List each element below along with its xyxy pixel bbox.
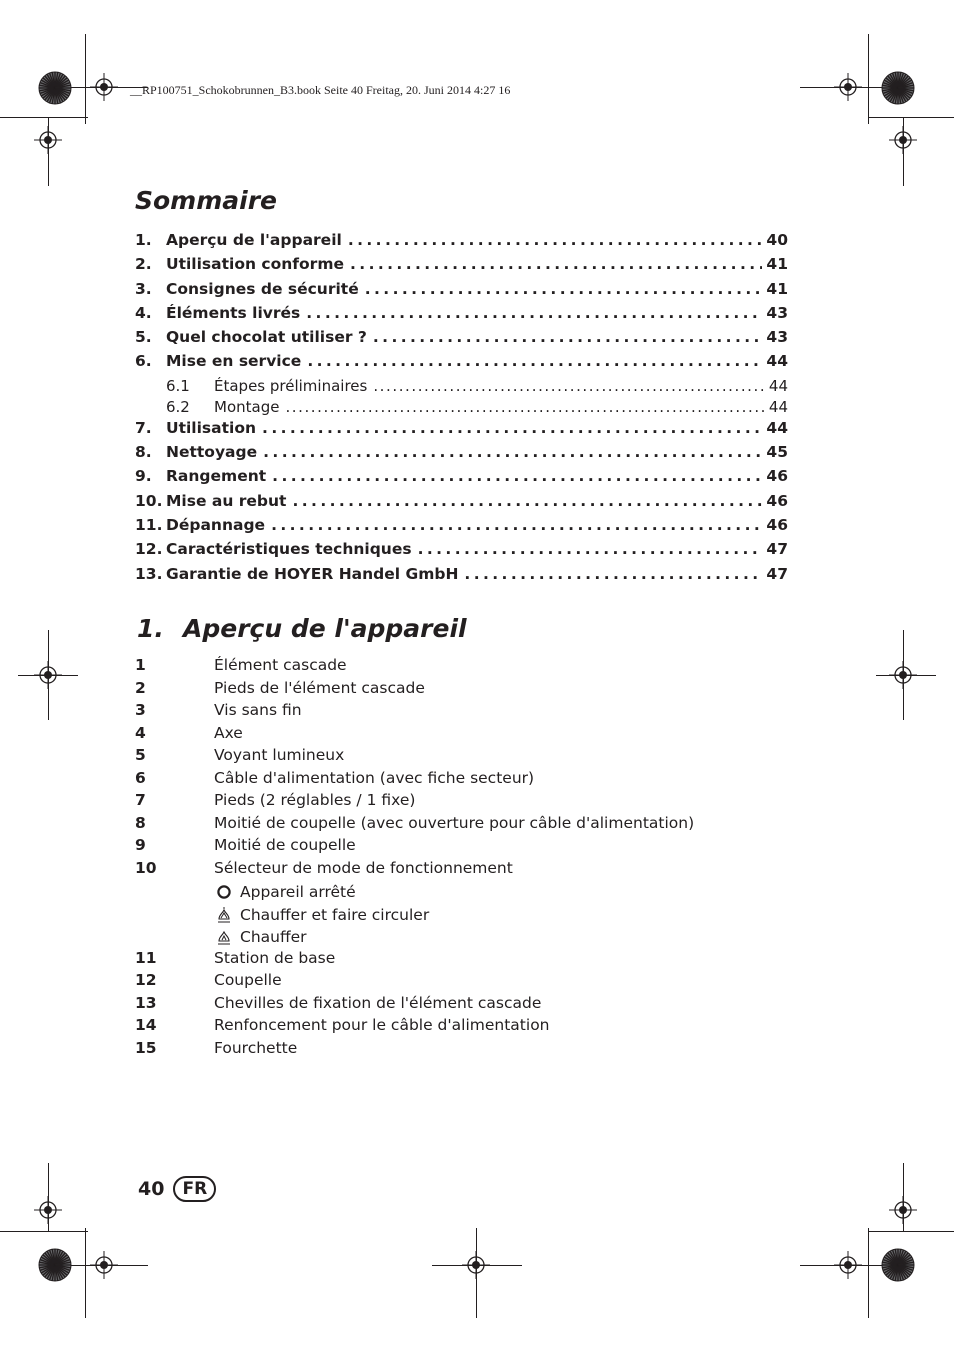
toc-entry [135, 565, 788, 589]
toc-leader-dots [285, 398, 764, 416]
toc-entry [135, 352, 788, 376]
toc-entry-label: Rangement [166, 467, 267, 486]
heat-icon [214, 928, 234, 946]
mode-label: Appareil arrêté [240, 883, 356, 902]
part-description: Axe [214, 723, 243, 742]
toc-entry [135, 540, 788, 564]
part-item [135, 971, 835, 994]
part-number: 13 [135, 993, 157, 1012]
part-description: Pieds (2 réglables / 1 fixe) [214, 791, 416, 809]
toc-leader-dots [262, 419, 762, 437]
registration-crosshair-icon [34, 1196, 62, 1228]
part-number: 2 [135, 678, 146, 697]
toc-leader-dots [263, 443, 762, 461]
toc-entry-number: 6.1 [166, 376, 190, 395]
color-registration-icon [38, 71, 72, 109]
registration-crosshair-icon [462, 1251, 490, 1283]
toc-entry-label: Éléments livrés [166, 303, 301, 322]
part-item [135, 679, 835, 702]
toc-leader-dots [307, 352, 762, 370]
mode-item [135, 904, 835, 927]
part-item [135, 656, 835, 679]
toc-entry-label: Dépannage [166, 515, 266, 534]
page-number: 40 [138, 1178, 165, 1200]
registration-crosshair-icon [34, 126, 62, 158]
toc-entry [135, 419, 788, 443]
part-number: 9 [135, 836, 146, 854]
toc-entry-page: 45 [766, 443, 788, 462]
part-description: Pieds de l'élément cascade [214, 678, 425, 697]
toc-entry-number: 1. [135, 231, 152, 249]
toc-entry-number: 8. [135, 443, 152, 462]
toc-entry [135, 255, 788, 279]
toc-entry-label: Consignes de sécurité [166, 279, 359, 298]
toc-leader-dots [464, 565, 762, 583]
toc-entry [135, 328, 788, 352]
toc-entry-number: 4. [135, 303, 152, 322]
part-item [135, 1016, 835, 1039]
toc-entry-number: 6.2 [166, 397, 190, 416]
registration-crosshair-icon [90, 73, 118, 105]
part-number: 10 [135, 858, 157, 877]
toc-entry-label: Montage [214, 397, 280, 416]
toc-entry-number: 5. [135, 328, 152, 347]
color-registration-icon [881, 1248, 915, 1286]
toc-entry-page: 46 [766, 515, 788, 534]
part-description: Élément cascade [214, 656, 347, 674]
toc-entry-page: 44 [766, 352, 788, 371]
part-description: Voyant lumineux [214, 746, 345, 764]
toc-leader-dots [365, 280, 763, 298]
crop-mark [868, 117, 954, 118]
toc-entry-label: Étapes préliminaires [214, 376, 368, 395]
part-number: 8 [135, 813, 146, 832]
toc-leader-dots [348, 231, 763, 249]
toc-entry [135, 304, 788, 328]
mode-item [135, 881, 835, 904]
off-circle-icon [214, 883, 234, 901]
toc-entry-label: Utilisation conforme [166, 255, 344, 274]
part-description: Coupelle [214, 971, 282, 989]
part-description: Renfoncement pour le câble d'alimentation [214, 1016, 550, 1034]
heat-circulate-icon [214, 906, 234, 924]
section-title [137, 614, 467, 643]
part-item [135, 701, 835, 724]
mode-label: Chauffer et faire circuler [240, 905, 430, 924]
part-number: 5 [135, 746, 146, 764]
crop-mark [0, 1231, 88, 1232]
toc-entry [135, 280, 788, 304]
toc-leader-dots [350, 255, 762, 273]
toc-leader-dots [306, 304, 762, 322]
part-number: 11 [135, 948, 157, 967]
toc-entry-label: Caractéristiques techniques [166, 540, 412, 559]
part-number: 14 [135, 1016, 157, 1034]
crop-mark [868, 34, 869, 124]
registration-crosshair-icon [889, 661, 917, 693]
toc-entry-page: 46 [766, 491, 788, 510]
toc-leader-dots [373, 328, 763, 346]
part-description: Moitié de coupelle [214, 836, 356, 854]
print-header-line: __RP100751_Schokobrunnen_B3.book Seite 40 Freitag, 20. Juni 2014 4:27 16 [130, 83, 511, 97]
part-number: 3 [135, 701, 146, 719]
toc-entry-label: Nettoyage [166, 443, 258, 462]
section-number: 1. [137, 614, 164, 643]
toc-entry-page: 43 [766, 328, 788, 347]
toc-entry-number: 7. [135, 418, 152, 437]
toc-leader-dots [292, 492, 762, 510]
registration-crosshair-icon [34, 661, 62, 693]
part-number: 4 [135, 723, 146, 742]
part-item [135, 994, 835, 1017]
toc-leader-dots [373, 377, 765, 395]
toc-entry-page: 41 [766, 279, 788, 298]
color-registration-icon [881, 71, 915, 109]
toc-entry-number: 12. [135, 540, 163, 559]
part-description: Moitié de coupelle (avec ouverture pour câble d'alimentation) [214, 813, 695, 832]
part-item [135, 859, 835, 882]
toc-entry-number: 2. [135, 255, 152, 274]
toc-entry-page: 40 [766, 231, 788, 249]
language-badge: FR [173, 1176, 216, 1202]
toc-entry-label: Quel chocolat utiliser ? [166, 328, 367, 347]
part-number: 7 [135, 791, 146, 809]
toc-entry-label: Aperçu de l'appareil [166, 231, 342, 249]
crop-mark [85, 34, 86, 124]
toc-entry-page: 44 [768, 376, 788, 395]
toc-entry-label: Utilisation [166, 418, 257, 437]
toc-entry-number: 13. [135, 564, 163, 583]
toc-subentry [135, 377, 788, 398]
part-item [135, 1039, 835, 1062]
table-of-contents [135, 231, 788, 589]
toc-entry-label: Mise en service [166, 352, 302, 371]
registration-crosshair-icon [889, 126, 917, 158]
part-item [135, 836, 835, 859]
crop-mark [85, 1228, 86, 1318]
mode-item [135, 926, 835, 949]
part-item [135, 791, 835, 814]
toc-leader-dots [271, 516, 762, 534]
part-item [135, 769, 835, 792]
toc-entry-number: 9. [135, 467, 152, 486]
part-item [135, 746, 835, 769]
part-description: Station de base [214, 948, 336, 967]
toc-entry-number: 11. [135, 515, 163, 534]
part-description: Sélecteur de mode de fonctionnement [214, 858, 513, 877]
crop-mark [868, 1231, 954, 1232]
registration-crosshair-icon [834, 1251, 862, 1283]
toc-leader-dots [272, 467, 762, 485]
part-description: Vis sans fin [214, 701, 302, 719]
color-registration-icon [38, 1248, 72, 1286]
part-number: 12 [135, 971, 157, 989]
toc-entry-label: Mise au rebut [166, 491, 287, 510]
toc-entry [135, 231, 788, 255]
part-description: Chevilles de fixation de l'élément cascade [214, 993, 542, 1012]
registration-crosshair-icon [90, 1251, 118, 1283]
toc-entry [135, 492, 788, 516]
part-number: 15 [135, 1038, 157, 1057]
parts-list [135, 656, 835, 1061]
toc-entry [135, 467, 788, 491]
part-description: Fourchette [214, 1038, 298, 1057]
part-item [135, 949, 835, 972]
toc-entry-page: 43 [766, 303, 788, 322]
crop-mark [868, 1228, 869, 1318]
part-item [135, 724, 835, 747]
toc-entry [135, 443, 788, 467]
toc-entry-page: 46 [766, 467, 788, 486]
toc-leader-dots [418, 540, 763, 558]
toc-entry-page: 44 [766, 418, 788, 437]
toc-entry-page: 44 [768, 397, 788, 416]
crop-mark [0, 117, 88, 118]
toc-entry-number: 3. [135, 279, 152, 298]
registration-crosshair-icon [889, 1196, 917, 1228]
toc-entry [135, 516, 788, 540]
toc-entry-page: 47 [766, 564, 788, 583]
part-number: 1 [135, 656, 146, 674]
toc-entry-page: 47 [766, 540, 788, 559]
toc-subentry [135, 398, 788, 419]
toc-entry-number: 6. [135, 352, 152, 371]
mode-label: Chauffer [240, 928, 307, 947]
part-item [135, 814, 835, 837]
part-description: Câble d'alimentation (avec fiche secteur) [214, 768, 535, 787]
toc-entry-page: 41 [766, 255, 788, 274]
registration-crosshair-icon [834, 73, 862, 105]
section-title-text: Aperçu de l'appareil [183, 614, 467, 643]
toc-entry-number: 10. [135, 491, 163, 510]
part-number: 6 [135, 768, 146, 787]
toc-entry-label: Garantie de HOYER Handel GmbH [166, 564, 459, 583]
toc-title: Sommaire [135, 186, 278, 215]
page-footer [138, 1176, 216, 1202]
